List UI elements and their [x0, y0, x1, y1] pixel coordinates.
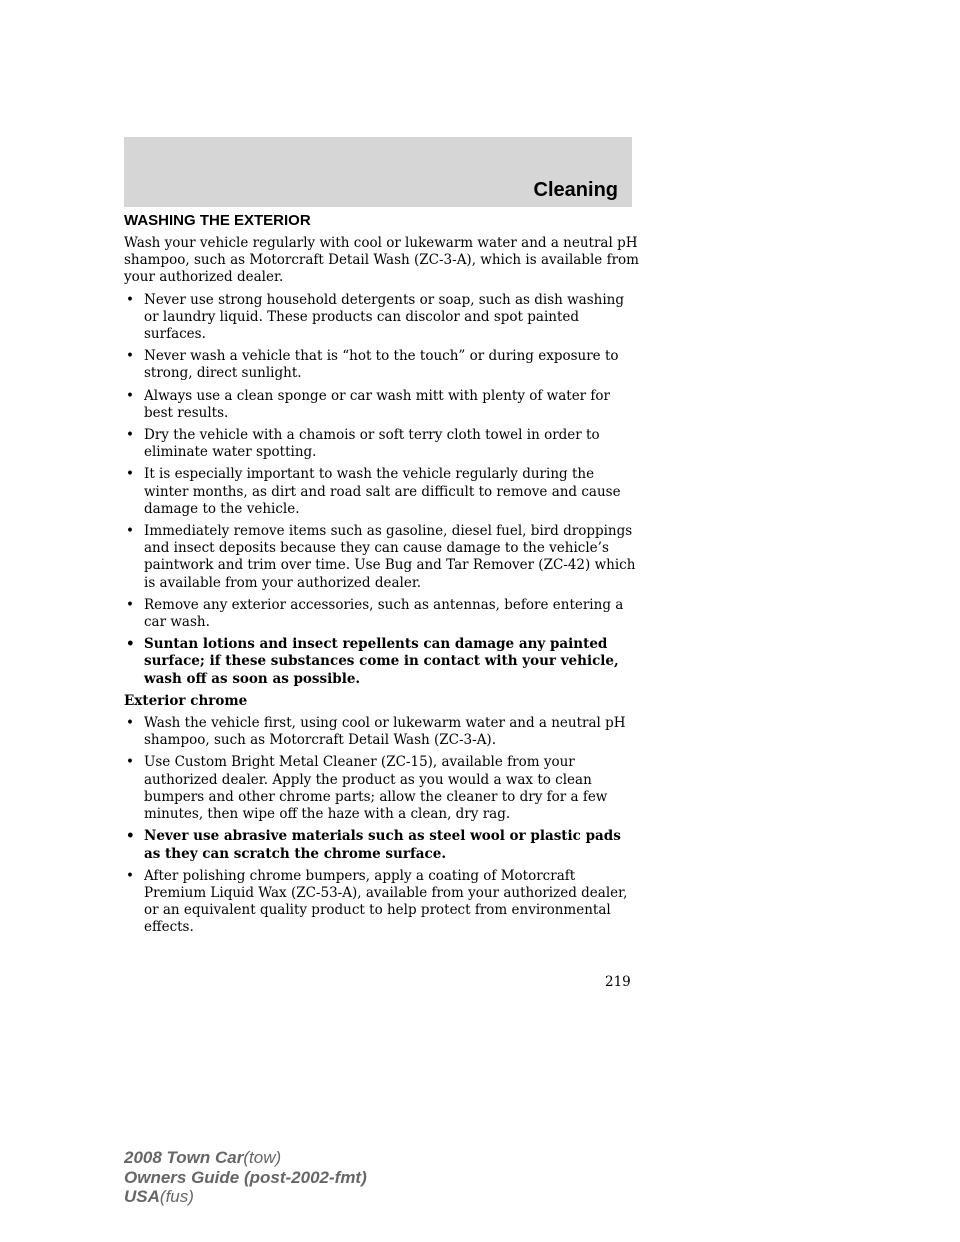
list-item: [124, 292, 640, 344]
footer-line-guide: [124, 1168, 367, 1188]
bullet-icon: •: [126, 387, 134, 404]
list-item: [124, 427, 640, 461]
list-item-text: Never use strong household detergents or soap, such as dish washing or laundry liquid. These products can discolor and spot painted surfaces.: [144, 291, 624, 343]
bullet-icon: •: [126, 715, 134, 732]
warning-list-item: [124, 636, 640, 688]
washing-bullet-list: [124, 292, 640, 688]
list-item: [124, 466, 640, 518]
list-item-text: Always use a clean sponge or car wash mitt with plenty of water for best results.: [144, 387, 611, 421]
intro-paragraph: Wash your vehicle regularly with cool or lukewarm water and a neutral pH shampoo, such as Motorcraft Detail Wash (ZC-3-A), which is available from your authorized dealer.: [124, 235, 639, 286]
bullet-icon: •: [126, 754, 134, 771]
bullet-icon: •: [126, 291, 134, 308]
chrome-bullet-list: [124, 715, 640, 936]
list-item-text: Suntan lotions and insect repellents can damage any painted surface; if these substances come in contact with your vehicle, wash off as soon as possible.: [144, 636, 619, 687]
section-heading: WASHING THE EXTERIOR: [124, 212, 311, 229]
footer-market-code: (fus): [159, 1187, 194, 1206]
footer-line-model: [124, 1148, 367, 1168]
warning-list-item: [124, 828, 640, 862]
list-item: [124, 754, 640, 823]
footer-line-market: [124, 1187, 367, 1207]
bullet-icon: •: [126, 828, 135, 845]
list-item: [124, 868, 640, 937]
list-item: [124, 523, 640, 592]
list-item-text: Use Custom Bright Metal Cleaner (ZC-15), available from your authorized dealer. Apply the product as you would a wax to clean bumpers and other chrome parts; allow the cleaner to dry for a few minutes, then wipe off the haze with a clean, dry rag.: [144, 754, 608, 823]
list-item: [124, 597, 640, 631]
list-item-text: Remove any exterior accessories, such as antennas, before entering a car wash.: [144, 596, 624, 631]
list-item: [124, 348, 640, 382]
list-item-text: Wash the vehicle first, using cool or lukewarm water and a neutral pH shampoo, such as Motorcraft Detail Wash (ZC-3-A).: [144, 715, 626, 749]
bullet-icon: •: [126, 523, 134, 540]
bullet-icon: •: [126, 427, 134, 444]
list-item-text: It is especially important to wash the vehicle regularly during the winter months, as dirt and road salt are difficult to remove and cause damage to the vehicle.: [144, 466, 621, 517]
bullet-icon: •: [126, 867, 134, 884]
footer-model-code: (tow): [243, 1148, 282, 1167]
page-content: [124, 212, 640, 942]
list-item-text: After polishing chrome bumpers, apply a coating of Motorcraft Premium Liquid Wax (ZC-53-A), available from your authorized dealer, or an equivalent quality product to help protect from environmental effects.: [144, 867, 628, 936]
footer-guide: Owners Guide (post-2002-fmt): [124, 1167, 367, 1187]
list-item-text: Dry the vehicle with a chamois or soft terry cloth towel in order to eliminate water spotting.: [144, 427, 600, 461]
list-item-text: Never use abrasive materials such as steel wool or plastic pads as they can scratch the chrome surface.: [144, 828, 621, 862]
subsection-heading: Exterior chrome: [124, 692, 248, 709]
list-item-text: Immediately remove items such as gasoline, diesel fuel, bird droppings and insect deposits because they can cause damage to the vehicle’s paintwork and trim over time. Use Bug and Tar Remover (ZC-42) which is available from your authorized dealer.: [144, 523, 636, 591]
section-title: Cleaning: [533, 179, 618, 201]
footer-model: 2008 Town Car: [124, 1148, 244, 1167]
footer-market: USA: [124, 1187, 160, 1206]
list-item-text: Never wash a vehicle that is “hot to the touch” or during exposure to strong, direct sunlight.: [144, 348, 619, 382]
bullet-icon: •: [126, 348, 134, 365]
bullet-icon: •: [126, 466, 134, 483]
bullet-icon: •: [126, 596, 134, 613]
list-item: [124, 715, 640, 749]
list-item: [124, 388, 640, 422]
bullet-icon: •: [126, 636, 135, 653]
page-number: 219: [605, 974, 631, 990]
document-footer: [124, 1148, 367, 1207]
section-header-band: [124, 137, 632, 207]
